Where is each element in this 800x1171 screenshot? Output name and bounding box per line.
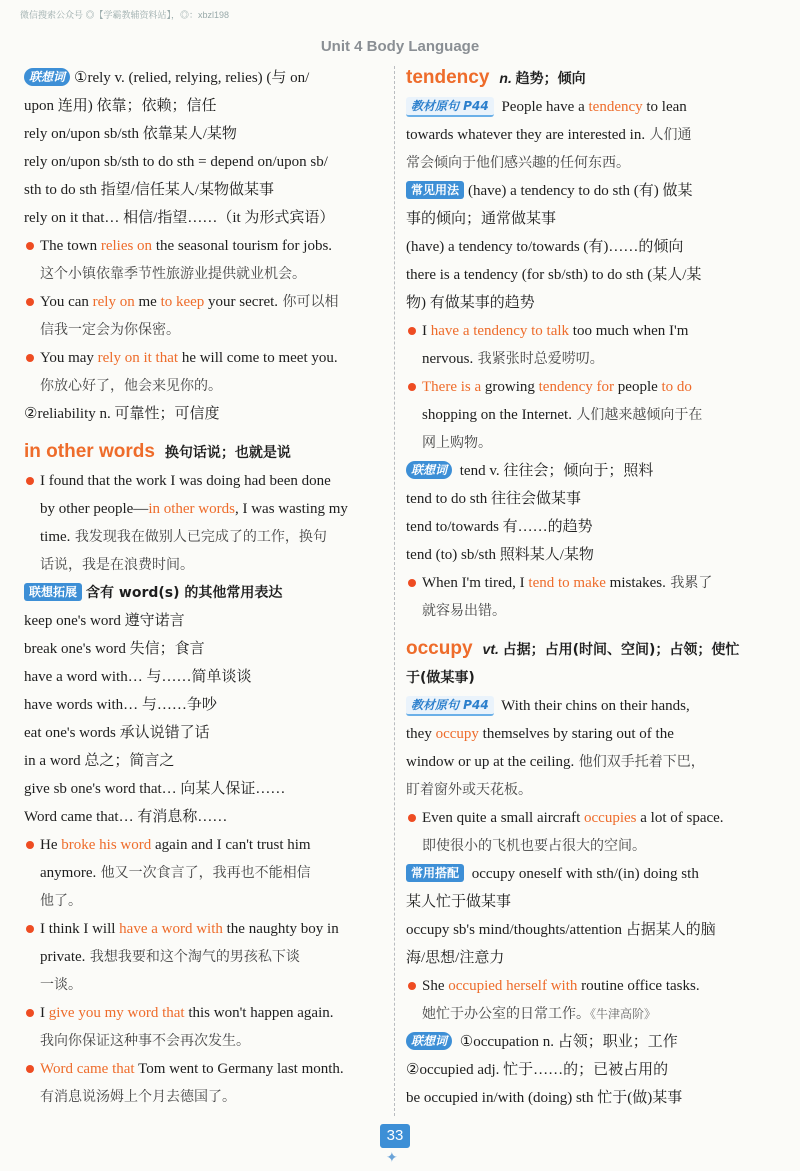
in-other-words-heading [24,438,384,467]
example-translation: 你可以相 [278,294,339,310]
example-translation: 就容易出错。 [422,603,506,619]
association-tag: 联想词 [406,1032,452,1050]
example-occupy-2 [406,972,768,1028]
usage-tag: 常见用法 [406,181,464,199]
tend-phrase-1: tend to do sth 往往会做某事 [406,491,581,507]
headword: occupy [406,638,473,659]
example-rely-3 [24,344,384,400]
rely-definition: ①rely v. (relied, relying, relies) (与 on/ [74,70,310,86]
part-of-speech: n. [499,70,512,86]
example-translation: 我紧张时总爱唠叨。 [473,351,604,367]
example-text: You may [40,350,98,366]
example-text: mistakes. [605,575,666,591]
occupy-assoc-3: be occupied in/with (doing) sth 忙于(做)某事 [406,1090,683,1106]
example-word-1 [24,831,384,915]
extension-heading [24,579,384,607]
example-translation: 这个小镇依靠季节性旅游业提供就业机会。 [40,266,306,282]
occupy-source-line-2 [406,720,768,748]
highlight-phrase: tendency [588,99,643,115]
highlight-phrase: to keep [160,294,205,310]
headword-meaning: 占据；占用(时间、空间)；占领；使忙 [502,642,740,658]
example-rely-1 [24,232,384,288]
example-occupy-1 [406,804,768,860]
collocation-line-2: occupy sb's mind/thoughts/attention 占据某人的脑 [406,922,716,938]
example-text: by other people— [40,501,149,517]
example-translation: 我发现我在做别人已完成了的工作，换句 [70,529,327,545]
source-citation: 《牛津高阶》 [590,1007,657,1021]
example-translation: 她忙于办公室的日常工作。 [422,1006,590,1022]
example-translation: 我想我要和这个淘气的男孩私下谈 [85,949,300,965]
headword-meaning: 换句话说；也就是说 [164,445,291,461]
example-text: I found that the work I was doing had been done [40,473,331,489]
highlight-phrase: to do [661,379,692,395]
example-iow [24,467,384,579]
example-translation: 有消息说汤姆上个月去德国了。 [40,1089,236,1105]
occupy-heading-2: 于(做某事) [406,670,475,686]
highlight-phrase: relies on [100,238,153,254]
example-translation: 人们越来越倾向于在 [571,407,703,423]
occupy-source-line [406,692,768,720]
example-text: towards whatever they are interested in. [406,127,646,143]
part-of-speech: vt. [482,641,499,657]
phrase-3: rely on it that… 相信/指望……（it 为形式宾语） [24,210,335,226]
bird-icon: ✦ [386,1151,398,1166]
expression-item: keep one's word 遵守诺言 [24,613,185,629]
example-tendency-1 [406,317,768,373]
highlight-phrase: tendency for [538,379,615,395]
tend-phrase-3: tend (to) sb/sth 照料某人/某物 [406,547,594,563]
textbook-source-line [406,93,768,121]
example-text: Even quite a small aircraft [422,810,585,826]
headword-meaning: 趋势；倾向 [515,71,586,87]
highlight-phrase: have a word with [119,921,223,937]
example-translation: 他了。 [40,893,82,909]
headword: in other words [24,441,155,462]
highlight-phrase: rely on it that [97,350,179,366]
example-text: your secret. [204,294,279,310]
example-text: the seasonal tourism for jobs. [152,238,333,254]
association-tag: 联想词 [406,461,452,479]
example-text: Tom went to Germany last month. [134,1061,344,1077]
expression-item: have words with… 与……争吵 [24,697,217,713]
example-text: With their chins on their hands, [497,698,690,714]
example-tend [406,569,768,625]
example-text: You can [40,294,93,310]
example-text: a lot of space. [636,810,724,826]
example-text: routine office tasks. [577,978,700,994]
expression-item: eat one's words 承认说错了话 [24,725,210,741]
example-text: this won't happen again. [184,1005,334,1021]
collocation-line [406,860,768,888]
occupy-source-line-4: 盯着窗外或天花板。 [406,782,532,798]
usage-text: (have) a tendency to do sth (有) 做某 [468,183,693,199]
tendency-heading [406,64,768,93]
example-text: time. [40,529,71,545]
example-text: growing [481,379,539,395]
unit-header: Unit 4 Body Language [320,38,480,55]
example-text: When I'm tired, I [422,575,529,591]
textbook-source-tag: 教材原句 P44 [406,696,494,716]
occupy-source-line-3 [406,748,768,776]
textbook-source-line-2 [406,121,768,149]
rely-def-line [24,64,384,92]
highlight-phrase: occupied herself with [448,978,578,994]
example-text: I [422,323,431,339]
phrase-1: rely on/upon sb/sth 依靠某人/某物 [24,126,237,142]
example-text: anymore. [40,865,97,881]
example-word-2 [24,915,384,999]
example-text: The town [40,238,101,254]
usage-line-1b: 事的倾向；通常做某事 [406,211,557,227]
example-text: I think I will [40,921,120,937]
association-tag: 联想词 [24,68,70,86]
example-translation: 一谈。 [40,977,82,993]
reliability-def: ②reliability n. 可靠性；可信度 [24,406,220,422]
example-translation: 话说，我是在浪费时间。 [40,557,194,573]
example-text: the naughty boy in [222,921,339,937]
example-text: me [134,294,161,310]
example-text: again and I can't trust him [151,837,311,853]
example-word-3 [24,999,384,1055]
example-text: he will come to meet you. [178,350,338,366]
example-translation: 即使很小的飞机也要占很大的空间。 [422,838,646,854]
highlight-phrase: There is a [422,379,482,395]
example-translation: 我累了 [665,575,713,591]
example-translation: 人们通 [645,127,692,143]
collocation-line-2b: 海/思想/注意力 [406,950,505,966]
example-text: nervous. [422,351,474,367]
example-text: I [40,1005,49,1021]
occupy-assoc-2: ②occupied adj. 忙于……的；已被占用的 [406,1062,669,1078]
top-watermark-text: 微信搜索公众号 ◎【学霸教辅资料站】，◎：xbzl198 [20,10,230,20]
assoc-text: ①occupation n. 占领；职业；工作 [456,1034,678,1050]
occupy-heading [406,635,768,664]
collocation-line-1b: 某人忙于做某事 [406,894,512,910]
example-text: He [40,837,62,853]
highlight-phrase: have a tendency to talk [430,323,570,339]
example-text: themselves by staring out of the [478,726,674,742]
example-word-4 [24,1055,384,1111]
expression-item: in a word 总之；简言之 [24,753,175,769]
example-text: people [614,379,662,395]
example-text: She [422,978,449,994]
headword: tendency [406,67,490,88]
extension-title: 含有 word(s) 的其他常用表达 [86,585,283,601]
example-text: to lean [642,99,687,115]
highlight-phrase: occupy [435,726,479,742]
column-divider [394,66,395,1116]
collocation-text: occupy oneself with sth/(in) doing sth [468,866,699,882]
tend-phrase-2: tend to/towards 有……的趋势 [406,519,593,535]
example-text: they [406,726,436,742]
collocation-tag: 常用搭配 [406,864,464,882]
highlight-phrase: in other words [148,501,235,517]
example-text: window or up at the ceiling. [406,754,575,770]
textbook-source-line-3: 常会倾向于他们感兴趣的任何东西。 [406,155,630,171]
example-text: private. [40,949,86,965]
highlight-phrase: rely on [92,294,135,310]
right-column [406,64,768,1112]
example-translation: 他们双手托着下巴， [574,754,705,770]
highlight-phrase: occupies [584,810,637,826]
example-tendency-2 [406,373,768,457]
extension-tag: 联想拓展 [24,583,82,601]
phrase-2b: sth to do sth 指望/信任某人/某物做某事 [24,182,275,198]
usage-line-1 [406,177,768,205]
example-translation: 他又一次食言了，我再也不能相信 [96,865,311,881]
expression-item: give sb one's word that… 向某人保证…… [24,781,286,797]
textbook-source-tag: 教材原句 P44 [406,97,494,117]
example-text: too much when I'm [569,323,689,339]
left-column [24,64,384,1111]
assoc-text: tend v. 往往会；倾向于；照料 [456,463,654,479]
example-text: People have a [497,99,589,115]
expression-item: break one's word 失信；食言 [24,641,205,657]
expression-item: Word came that… 有消息称…… [24,809,228,825]
rely-def-line-2: upon 连用) 依靠；依赖；信任 [24,98,217,114]
usage-line-3b: 物) 有做某事的趋势 [406,295,535,311]
example-rely-2 [24,288,384,344]
highlight-phrase: tend to make [528,575,606,591]
usage-line-2: (have) a tendency to/towards (有)……的倾向 [406,239,684,255]
page-number: 33 [380,1124,410,1148]
example-translation: 网上购物。 [422,435,492,451]
example-translation: 我向你保证这种事不会再次发生。 [40,1033,250,1049]
example-text: shopping on the Internet. [422,407,572,423]
highlight-phrase: broke his word [61,837,152,853]
usage-line-3: there is a tendency (for sb/sth) to do sth (某人/某 [406,267,702,283]
occupy-assoc-line [406,1028,768,1056]
example-translation: 你放心好了，他会来见你的。 [40,378,222,394]
phrase-2a: rely on/upon sb/sth to do sth = depend on/upon sb/ [24,154,328,170]
example-text: , I was wasting my [234,501,348,517]
tend-assoc-line [406,457,768,485]
highlight-phrase: give you my word that [48,1005,185,1021]
highlight-phrase: Word came that [40,1061,135,1077]
example-translation: 信我一定会为你保密。 [40,322,180,338]
expression-item: have a word with… 与……简单谈谈 [24,669,252,685]
